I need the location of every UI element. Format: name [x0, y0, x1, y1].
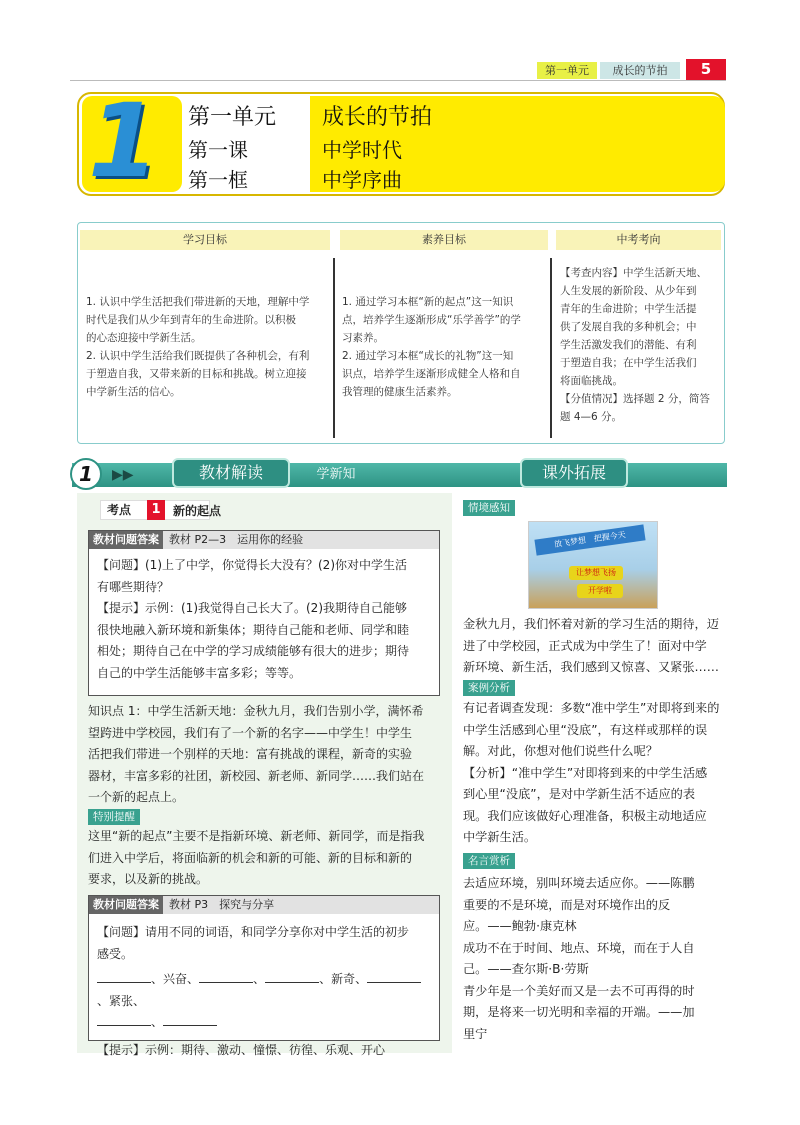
banner-lesson-title: 中学时代 — [322, 138, 402, 162]
kaodian-title: 新的起点 — [173, 504, 222, 518]
section-bar — [72, 463, 727, 487]
tab-textbook-reading: 教材解读 — [172, 458, 290, 488]
column-bracket — [550, 258, 553, 438]
banner-unit-title: 成长的节拍 — [322, 105, 433, 130]
scene-tag: 情境感知 — [463, 500, 515, 516]
blank[interactable] — [97, 971, 151, 983]
answer-source: 教材 P3 探究与分享 — [163, 896, 439, 914]
scene-text: 金秋九月，我们怀着对新的学习生活的期待，迈 进了中学校园，正式成为中学生了！面对中学 新环境、新生活，我们感到又惊喜、又紧张…… — [463, 617, 719, 674]
blank[interactable] — [265, 971, 319, 983]
word-blanks: 、兴奋、 、 、新奇、、紧张、 — [97, 969, 431, 1012]
case-analysis-text: 有记者调查发现：多数“准中学生”对即将到来的 中学生活感到心里“没底”，有这样或那样的误 解。对此，你想对他们说些什么呢？ 【分析】“准中学生”对即将到来的中学生活感 到心里“没底”，是对中学新生活不适应的表 现。我们应该做好心理准备，积极主动地适应 中学新生活。 — [463, 701, 720, 844]
answer-label: 教材问题答案 — [89, 531, 163, 549]
exam-direction: 【考查内容】中学生活新天地、 人生发展的新阶段、从少年到 青年的生命进阶；中学生活提 供了发展自我的多种机会；中 学生活激发我们的潜能、有利 于塑造自我；在中学生活我们 将面临挑战。 【分值情况】选择题 2 分，简答 题 4—6 分。 — [560, 267, 710, 423]
answer-content: 【问题】请用不同的词语，和同学分享你对中学生活的初步 感受。 、兴奋、 、 、新奇、、紧张、 、 【提示】示例：期待、激动、憧憬、彷徨、乐观、开心 — [89, 914, 439, 1061]
objectives-col-literacy: 素养目标 — [340, 230, 548, 250]
textbook-answer-box-1 — [88, 530, 440, 696]
tab-extension: 课外拓展 — [520, 458, 628, 488]
textbook-answer-box-2 — [88, 895, 440, 1057]
learning-goals: 1. 认识中学生活把我们带进新的天地，理解中学 时代是我们从少年到青年的生命进阶。以积极 的心态迎接中学新生活。 2. 认识中学生活给我们既提供了各种机会，有利 于塑造自我，又带来新的目标和挑战。树立迎接 中学新生活的信心。 — [86, 296, 310, 398]
blank[interactable] — [199, 971, 253, 983]
banner-frame-title: 中学序曲 — [322, 168, 402, 192]
section-number: 1 — [70, 458, 102, 490]
quotes-tag: 名言赏析 — [463, 853, 515, 869]
blank[interactable] — [367, 971, 421, 983]
page-number: 5 — [686, 59, 726, 80]
objectives-col-exam: 中考考向 — [556, 230, 721, 250]
special-tip-content: 这里“新的起点”主要不是指新环境、新老师、新同学，而是指我 们进入中学后，将面临新的机会和新的可能、新的目标和新的 要求，以及新的挑战。 — [88, 829, 425, 886]
kaodian-number: 1 — [147, 500, 165, 520]
header-unit-title: 成长的节拍 — [600, 62, 680, 79]
answer-hint: 【提示】示例：期待、激动、憧憬、彷徨、乐观、开心 — [97, 1042, 386, 1057]
banner-unit-label: 第一单元 — [188, 105, 277, 130]
header-divider — [70, 80, 726, 81]
quotes-text: 去适应环境，别叫环境去适应你。——陈鹏 重要的不是环境，而是对环境作出的反 应。——鲍勃·康克林 成功不在于时间、地点、环境，而在于人自 己。——查尔斯·B·劳斯 青少年是一个美好而又是一去不可再得的时 期，是将来一切光明和幸福的开端。——加 里宁 — [463, 876, 695, 1041]
objectives-col-learning: 学习目标 — [80, 230, 330, 250]
knowledge-point-1: 知识点 1：中学生活新天地：金秋九月，我们告别小学，满怀希 望跨进中学校园，我们有了一个新的名字——中学生！中学生 活把我们带进一个别样的天地：富有挑战的课程，新奇的实验 器材，丰富多彩的社团，新校园、新老师、新同学……我们站在 一个新的起点上。 — [88, 704, 425, 804]
blank[interactable] — [163, 1014, 217, 1026]
literacy-goals: 1. 通过学习本框“新的起点”这一知识 点，培养学生逐渐形成“乐学善学”的学 习素养。 2. 通过学习本框“成长的礼物”这一知 识点，培养学生逐渐形成健全人格和自 我管理的健康生活素养。 — [342, 296, 521, 398]
tab-learn-new: 学新知 — [316, 467, 356, 482]
kaodian-label: 考点 — [100, 500, 210, 520]
lesson-number: 1 — [88, 82, 159, 201]
word-blanks-row2: 、 — [97, 1012, 431, 1034]
banner-frame-label: 第一框 — [188, 168, 248, 192]
banner-lesson-label: 第一课 — [188, 138, 248, 162]
special-tip-tag: 特别提醒 — [88, 809, 140, 825]
blank[interactable] — [97, 1014, 151, 1026]
header-unit: 第一单元 — [537, 62, 597, 79]
school-start-photo: 放飞梦想 把握今天 让梦想飞扬 开学啦 — [528, 521, 658, 609]
case-analysis-tag: 案例分析 — [463, 680, 515, 696]
answer-label: 教材问题答案 — [89, 896, 163, 914]
arrow-icon: ▶▶ — [112, 467, 134, 483]
column-bracket — [333, 258, 336, 438]
answer-source: 教材 P2—3 运用你的经验 — [163, 531, 439, 549]
answer-content: 【问题】(1)上了中学，你觉得长大没有？(2)你对中学生活 有哪些期待？ 【提示】示例：(1)我觉得自己长大了。(2)我期待自己能够 很快地融入新环境和新集体；期待自己能和老师、同学和睦 相处；期待自己在中学的学习成绩能够有很大的进步；期待 自己的中学生活能够丰富多彩；等等。 — [97, 558, 410, 680]
